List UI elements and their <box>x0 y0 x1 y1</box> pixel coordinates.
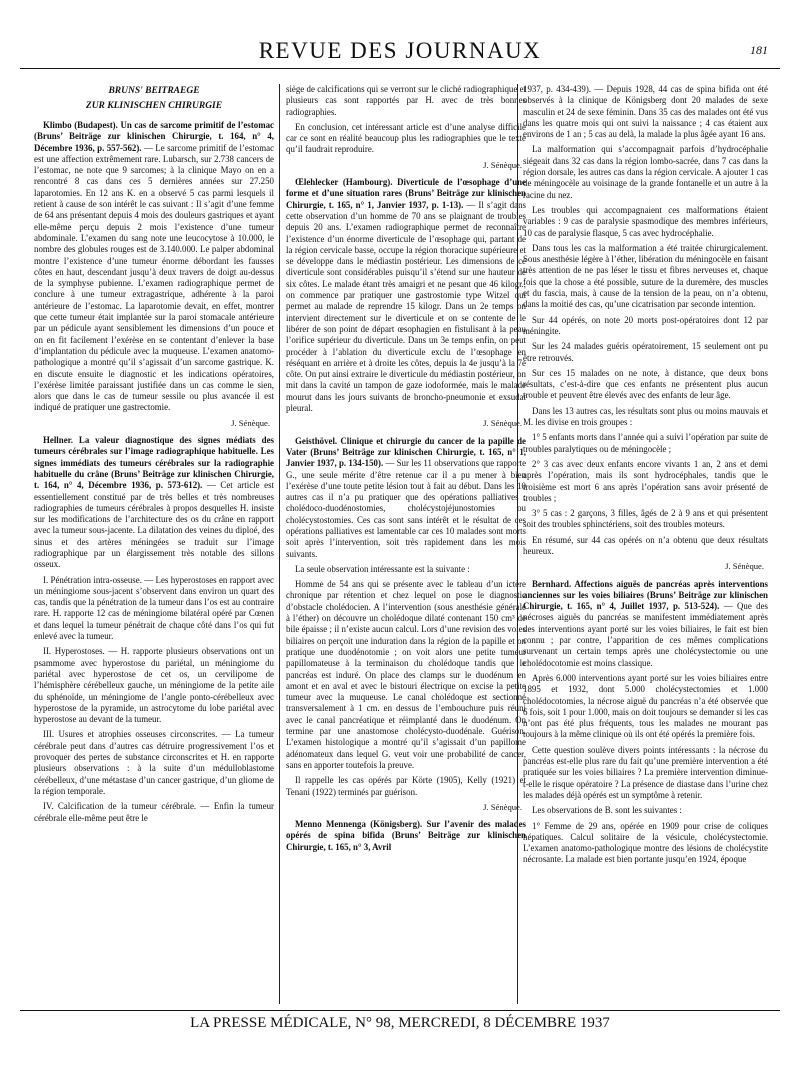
column-2 <box>286 84 526 1004</box>
footer-text: LA PRESSE MÉDICALE, N° 98, MERCREDI, 8 DÉCEMBRE 1937 <box>190 1015 610 1031</box>
paragraph: En résumé, sur 44 cas opérés on n’a obtenu que deux résultats heureux. <box>523 534 768 556</box>
paragraph: En conclusion, cet intéressant article est d’une analyse difficile car ce sont en réalité beaucoup plus les radiographies que le texte qu’il faudrait reproduire. <box>286 121 526 155</box>
paragraph: 3° 5 cas : 2 garçons, 3 filles, âgés de 2 à 9 ans et qui présentent soit des troubles sphinctériens, soit des troubles moteurs. <box>523 508 768 530</box>
paragraph: Homme de 54 ans qui se présente avec le tableau d’un ictère chronique par rétention et chez lequel on pose le diagnostic d’obstacle cholédocien. A l’intervention (sous anesthésie générale à l’éther) on découvre un cholédoque dilaté contenant 150 cm³ de bile épaisse ; il n’existe aucun calcul. Lors d’une revision des voies biliaires on perçoit une induration dans la région de la papille et on pratique une duodénotomie ; on voit alors une petite tumeur papillomateuse à la terminaison du cholédoque tandis que le pancréas est induré. On place des clamps sur le duodénum en amont et en aval et avec le bistouri électrique on excise la petite tumeur avec la muqueuse. Le canal cholédoque est sectionné transversalement à 1 cm. en dessus de l’embouchure puis réuni avec le canal pancréatique et réimplanté dans le duodénum. On termine par une anastomose cholécysto-duodénale. Guérison. L’examen histologique a montré qu’il s’agissait d’un papillome adénomateux dans lequel G. veut voir une probabilité de cancer, sans en apporter toutefois la preuve. <box>286 579 526 770</box>
column-1 <box>34 84 274 1004</box>
paragraph: 1° 5 enfants morts dans l’année qui a suivi l’opération par suite de troubles paralytiques ou de méningocèle ; <box>523 432 768 454</box>
signature: J. Sénèque. <box>483 159 522 170</box>
paragraph: Dans tous les cas la malformation a été traitée chirurgicalement. Sous anesthésie légère à l’éther, libération du méningocèle en faisant très attention de ne pas léser le tissu et fibres nerveuses et, chaque fois que la chose a été possible, suture de la duremère, des muscles et du fascia, mais, à cause de la tension de la peau, on n’a obtenu, dans la moitié des cas, qu’une cicatrisation par seconde intention. <box>523 242 768 310</box>
article-body: — Sur les 11 observations que rapporte G., une seule mérite d’être retenue car il a pu mener à bien l’exérèse d’une toute petite lésion tout à fait au début. Dans les 10 autres cas il n’a pu pratiquer que des opérations palliatives : cholédoco-duodénostomies, cholécystojéjunostomies ou cholécystostomies. Ces cas sont sans intérêt et le résultat de ces opérations palliatives est lamentable car ces 10 malades sont morts soit après l’intervention, soit très rapidement dans les mois suivants. <box>286 458 526 559</box>
article-heading: Menno Mennenga (Königsberg). Sur l’avenir des malades opérés de spina bifida (Bruns’ Beiträge zur klinischen Chirurgie, t. 165, n° 3, Avril <box>286 819 526 852</box>
page-number: 181 <box>750 43 768 57</box>
paragraph: 1937, p. 434-439). — Depuis 1928, 44 cas de spina bifida ont été observés à la clinique de Königsberg dont 20 malades de sexe masculin et 24 de sexe féminin. Dans 35 cas des malades ont été vus dans les quatre mois qui ont suivi la naissance ; 4 cas étaient aux environs de 1 an ; 5 cas au delà, la malade la plus âgée ayant 16 ans. <box>523 84 768 140</box>
section-heading <box>34 84 274 114</box>
column-rule <box>517 84 518 1004</box>
journal-title: REVUE DES JOURNAUX <box>258 38 542 63</box>
paragraph: II. Hyperostoses. — H. rapporte plusieurs observations ont un psammome avec hyperostose du pariétal, un méningiome du pariétal avec hyperostose de cet os, un cervilipome de l’hémisphère cérébelleux gauche, un méningiome de la petite aile du sphénoïde, un méningiome de l’angle ponto-cérébelleux avec hyperostose de la pyramide, un astrocytome du lobe pariétal avec hyperostose au devant de la tumeur. <box>34 646 274 725</box>
page-header <box>20 38 780 69</box>
paragraph: siège de calcifications qui se verront sur le cliché radiographique et plusieurs cas sont rapportés par H. avec de très bonnes radiographies. <box>286 84 526 117</box>
paragraph: Sur les 24 malades guéris opératoirement, 15 seulement ont pu être retrouvés. <box>523 341 768 363</box>
section-heading-line-1: BRUNS' BEITRAEGE <box>108 86 200 96</box>
signature: J. Sénèque. <box>231 417 270 428</box>
paragraph: La seule observation intéressante est la suivante : <box>295 563 470 574</box>
article-body: — Que des nécroses aiguës du pancréas se manifestent immédiatement après des interventions ayant porté sur les voies biliaires, le fait est bien connu ; par contre, l’apparition de ces mêmes complications survenant un certain temps après une cholécystectomie ou une cholédocotomie est moins classique. <box>523 601 768 668</box>
article-body: — Le sarcome primitif de l’estomac est une affection extrêmement rare. Lubarsch, sur 2.738 cancers de l’estomac, ne note que 9 sarcomes; à la clinique Mayo on en a rencontré 8 cas dans ces 5 dernières années sur 27.250 laparotomies. En 12 ans K. en a observé 5 cas parmi lesquels il retient à cause de son intérêt le cas suivant : Il s’agit d’une femme de 64 ans présentant depuis 4 mois des douleurs gastriques et ayant elle-même perçu depuis 2 mois l’existence d’une tumeur abdominale. L’examen du sang note une leucocytose à 10.000, le nombre des globules rouges est de 3.140.000. Le palper abdominal montre l’existence d’une tumeur énorme débordant les fausses côtes en haut, descendant jusqu’à deux travers de doigt au-dessus de la symphyse pubienne. L’examen radiographique permet de conclure à une tumeur extragastrique, adhérente à la paroi antérieure de l’estomac. La laparotomie devait, en effet, montrer que cette tumeur était implantée sur la paroi stomacale antérieure par un pédicule ayant sensiblement les dimensions d’un pouce et on en fit facilement l’exérèse en se contentant d’enlever la base d’implantation du pédicule avec la muqueuse. L’examen anatomo-pathologique a montré qu’il s’agissait d’un sarcome gastrique. K. en discute ensuite le diagnostic et les indications opératoires, l’exérèse limitée paraissant justifiée dans un cas comme le sien, alors que dans le cas de tumeur sessile ou plus avancée il est indiqué de pratiquer une gastrectomie. <box>34 142 274 413</box>
paragraph: III. Usures et atrophies osseuses circonscrites. — La tumeur cérébrale peut dans d’autres cas détruire progressivement l’os et provoquer des pertes de substance circonscrites et H. en rapporte plusieurs observations : à la suite d’un médulloblastome cérébelleux, d’une métastase d’un cancer gastrique, d’un gliome de la région temporale. <box>34 729 274 796</box>
article-heading: Œlehlecker (Hambourg). Diverticule de l’œsophage d’une forme et d’une situation rares (Bruns’ Beiträge zur klinischen Chirurgie, t. 165, n° 1, Janvier 1937, p. 1-13). <box>286 177 526 210</box>
paragraph: Sur 44 opérés, on note 20 morts post-opératoires dont 12 par méningite. <box>523 314 768 336</box>
article-heading: Hellner. La valeur diagnostique des signes médiats des tumeurs cérébrales sur l’image radiographique habituelle. Les signes immédiats des tumeurs cérébrales sur la radiographie habituelle du crâne (Bruns’ Beiträge zur klinischen Chirurgie, t. 164, n° 4, Décembre 1936, p. 573-612). <box>34 435 274 491</box>
paragraph: Après 6.000 interventions ayant porté sur les voies biliaires entre 1895 et 1932, dont 5.000 cholécystectomies et 1.000 cholédocotomies, la nécrose aiguë du pancréas n’a été observée que 6 fois, soit 1 pour 1.000, mais on doit toujours se demander si les cas n’ont pas été plus fréquents, tous les malades ne mourant pas toujours à la même clinique où ils ont été opérés la première fois. <box>523 672 768 740</box>
paragraph: 1° Femme de 29 ans, opérée en 1909 pour crise de coliques hépatiques. Calcul solitaire de la vésicule, cholécystectomie. L’examen anatomo-pathologique montre des lésions de cholécystite nécrosante. La malade est bien portante jusqu’en 1924, époque <box>523 820 768 865</box>
paragraph: I. Pénétration intra-osseuse. — Les hyperostoses en rapport avec un méningiome sous-jacent s’observent dans environ un quart des cas, tandis que la pénétration de la tumeur dans l’os est au contraire rare. H. rapporte 12 cas de méningiome bilatéral opéré par Cœnen et dans lequel la tumeur pénétrait de chaque côté dans l’os qui fut enlevé avec la tumeur. <box>34 574 274 642</box>
section-heading-line-2: ZUR KLINISCHEN CHIRURGIE <box>85 101 223 111</box>
page-footer <box>20 1010 780 1033</box>
column-rule <box>279 84 280 1004</box>
paragraph: Cette question soulève divers points intéressants : la nécrose du pancréas est-elle plus rare du fait qu’une première intervention a été pratiquée sur les voies biliaires ? La première intervention diminue-t-elle le risque opératoire ? La présence de diastase dans l’urine chez les malades déjà opérés est un symptôme à retenir. <box>523 744 768 800</box>
article-body: — Il s’agit dans cette observation d’un homme de 70 ans se plaignant de troubles depuis 20 ans. L’examen radiographique permet de reconnaître l’existence d’un énorme diverticule de l’œsophage qui, partant de la région cervicale basse, occupe la région thoracique supérieure et se développe dans le médiastin postérieur. Les dimensions de ce diverticule sont considérables puisqu’il s’étend sur une hauteur de six côtes. Le malade étant très amaigri et ne pesant que 46 kilogr., on commence par pratiquer une gastrostomie type Witzel qui permet au malade de reprendre 15 kilogr. Dans un 2e temps on intervient directement sur le diverticule et on se contente de le libérer de son point de départ œsophagien en fistulisant à la peau l’orifice supérieur du diverticule. Dans un 3e temps enfin, on peut procéder à l’ablation du diverticule exclu de l’œsophage en réséquant en arrière et à droite les côtes, depuis la 4e jusqu’à la 7e côte. On put ainsi extraire le diverticule du médiastin postérieur, on mit dans la cavité un tampon de gaze iodoformée, mais le malade mourut dans les jours suivants de broncho-pneumonie et exsudat pleural. <box>286 199 526 414</box>
paragraph: 2° 3 cas avec deux enfants encore vivants 1 an, 2 ans et demi après l’opération, mais ils sont hydrocéphales, tandis que le troisième est mort 6 ans après l’opération sans avoir présenté de troubles ; <box>523 458 768 503</box>
paragraph: Les troubles qui accompagnaient ces malformations étaient variables : 9 cas de paralysie spasmodique des membres inférieurs, 10 cas de paralysie flasque, 5 cas avec hydrocéphalie. <box>523 204 768 238</box>
paragraph: Sur ces 15 malades on ne note, à distance, que deux bons résultats, c’est-à-dire que ces enfants ne présentent plus aucun trouble et peuvent être élevés avec des enfants de leur âge. <box>523 367 768 401</box>
signature: J. Sénèque. <box>483 418 522 429</box>
paragraph: Dans les 13 autres cas, les résultats sont plus ou moins mauvais et M. les divise en trois groupes : <box>523 405 768 428</box>
article-heading: Geisthövel. Clinique et chirurgie du cancer de la papille de Vater (Bruns’ Beiträge zur klinischen Chirurgie, t. 165, n° 1, Janvier 1937, p. 134-150). <box>286 435 526 469</box>
paragraph: Les observations de B. sont les suivantes : <box>532 805 682 816</box>
article-heading: Bernhard. Affections aiguës de pancréas après interventions anciennes sur les voies biliaires (Bruns’ Beiträge zur klinischen Chirurgie, t. 165, n° 4, Juillet 1937, p. 513-524). <box>523 578 768 612</box>
paragraph: IV. Calcification de la tumeur cérébrale. — Enfin la tumeur cérébrale elle-même peut être le <box>34 801 274 823</box>
signature: J. Sénèque. <box>483 801 522 812</box>
article-heading: Klimbo (Budapest). Un cas de sarcome primitif de l’estomac (Bruns’ Beiträge zur klinischen Chirurgie, t. 164, n° 4, Décembre 1936, p. 557-562). <box>34 120 274 153</box>
signature: J. Sénèque. <box>725 561 764 572</box>
column-3 <box>523 84 768 1004</box>
article-body: — Cet article est essentiellement constitué par de très belles et très nombreuses radiographies de tumeurs cérébrales à propos desquelles H. insiste sur les modifications de l’architecture des os du crâne en rapport avec la tumeur sous-jacente. La dilatation des veines du diploé, des sinus et des artères méningées se traduit sur l’image radiographique par un élargissement très notable des sillons osseux. <box>34 480 274 570</box>
paragraph: La malformation qui s’accompagnait parfois d’hydrocéphalie siégeait dans 32 cas dans la région lombo-sacrée, dans 7 cas dans la région dorsale, les autres cas dans la région cervicale. A ajouter 1 cas de méningocèle au voisinage de la grande fontanelle et un autre à la racine du nez. <box>523 144 768 200</box>
paragraph: Il rappelle les cas opérés par Körte (1905), Kelly (1921) et Tenani (1922) terminés par guérison. <box>286 775 526 797</box>
